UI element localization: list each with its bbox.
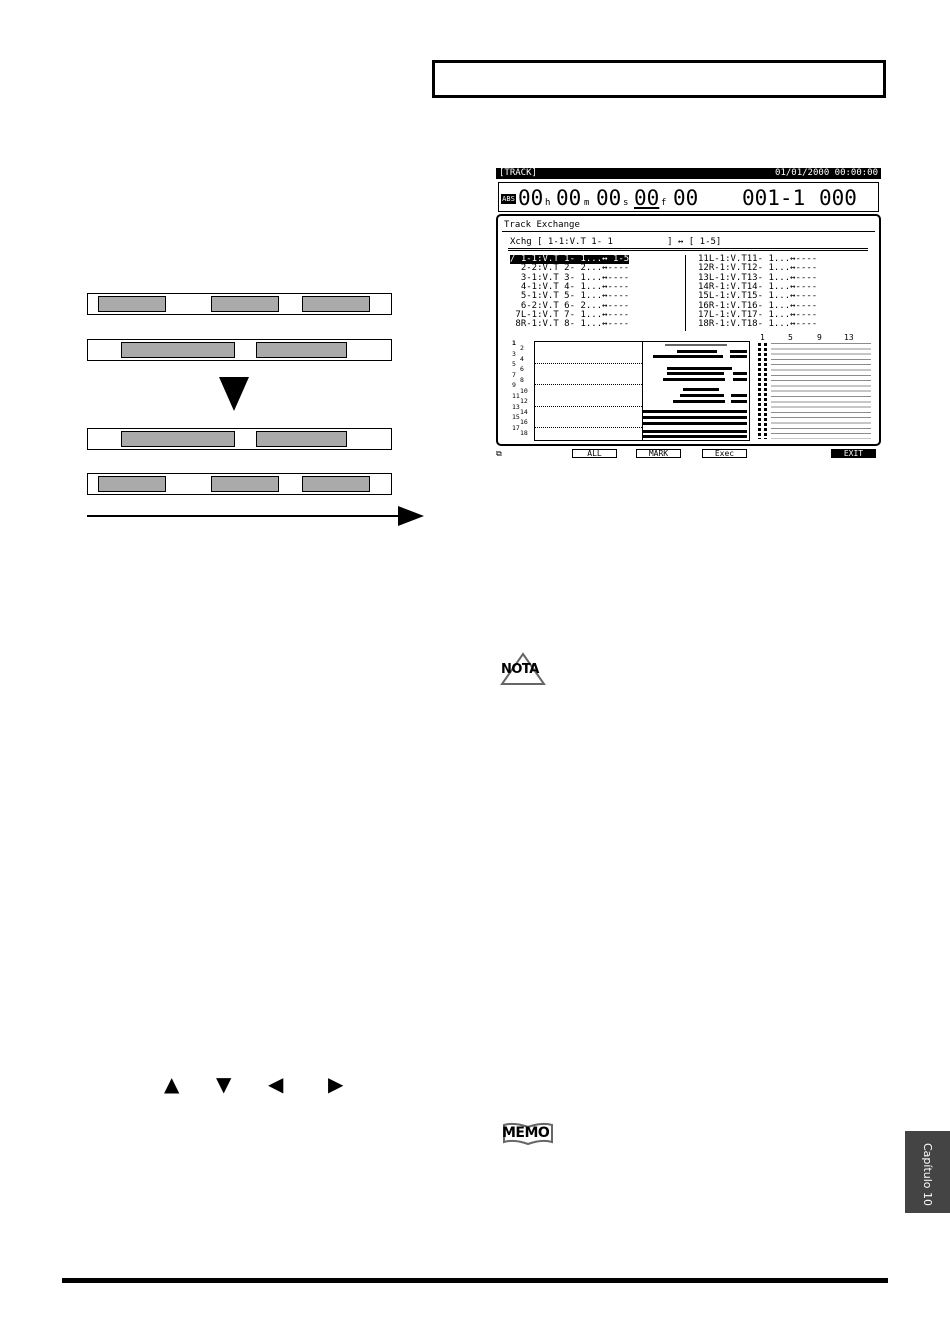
meter-scale-label: 13 [844, 333, 854, 342]
time-axis-line [87, 515, 402, 517]
phrase-bar [643, 430, 747, 433]
chapter-tab [905, 1131, 950, 1213]
phrase-block [121, 342, 235, 358]
track-number: 16 [520, 418, 528, 427]
phrase-bar [733, 378, 747, 381]
phrase-block [121, 431, 235, 447]
up-arrow-icon: ▲ [164, 1072, 180, 1096]
right-arrow-icon: ▶ [328, 1072, 344, 1096]
track-row[interactable]: 2-2:V.T 2- 2...↔---- [510, 263, 630, 274]
lcd-date-time: 01/01/2000 00:00:00 [775, 168, 878, 178]
track-number: 1 [512, 339, 516, 347]
grid-line [535, 427, 642, 428]
phrase-block [256, 342, 347, 358]
track-number: 2 [520, 344, 524, 353]
track-row[interactable]: 8R-1:V.T 8- 1...↔---- [510, 319, 630, 330]
track-number: 12 [520, 397, 528, 406]
track-row[interactable]: 4-1:V.T 4- 1...↔---- [510, 281, 630, 292]
track-number: 15 [512, 413, 520, 422]
phrase-bar [667, 372, 724, 375]
track-number: 14 [520, 407, 528, 416]
lcd-screen [496, 168, 881, 460]
track-row[interactable]: 12R-1:V.T12- 1...↔---- [698, 263, 818, 274]
xchg-selection[interactable]: Xchg [ 1-1:V.T 1- 1 ] ↔ [ 1-5] [510, 237, 722, 247]
track-row-selected[interactable]: / 1-1:V.T 1- 1...↔ 1-5 [510, 254, 630, 264]
lcd-mode-label: [TRACK] [499, 168, 537, 178]
phrase-block [302, 476, 370, 492]
graph-track-numbers [512, 341, 532, 436]
phrase-bar [733, 372, 747, 375]
level-meters [758, 343, 873, 439]
track-bar-after-b [87, 473, 392, 495]
chapter-label: Capítulo 10 [921, 1143, 934, 1207]
track-number: 11 [512, 391, 520, 400]
track-row[interactable]: 15L-1:V.T15- 1...↔---- [698, 291, 818, 302]
time-minutes: 00 [556, 186, 582, 210]
phrase-bar [665, 344, 727, 346]
track-exchange-panel [496, 214, 881, 446]
phrase-bar [653, 355, 723, 358]
phrase-bar [731, 400, 747, 403]
phrase-bar [663, 378, 725, 381]
screen-name: Track Exchange [504, 220, 580, 230]
memo-icon [500, 1122, 556, 1146]
down-arrow-icon [219, 377, 249, 411]
phrase-bar [643, 435, 747, 438]
left-arrow-icon: ◀ [268, 1072, 284, 1096]
abs-badge: ABS [502, 195, 515, 203]
phrase-bar [667, 367, 732, 370]
grid-line [535, 406, 642, 407]
hours-unit: h [545, 198, 551, 208]
time-frames: 00 [634, 186, 660, 210]
right-arrow-icon [398, 506, 424, 526]
time-seconds: 00 [596, 186, 622, 210]
meter-scale-label: 5 [788, 333, 793, 342]
track-row[interactable]: 11L-1:V.T11- 1...↔---- [698, 254, 818, 264]
track-number: 5 [512, 360, 516, 369]
phrase-block [98, 476, 166, 492]
all-button[interactable]: ALL [572, 449, 617, 458]
measure-beat: 001-1 [742, 186, 806, 210]
track-row[interactable]: 5-1:V.T 5- 1...↔---- [510, 291, 630, 302]
track-number: 13 [512, 402, 520, 411]
page-icon: ⧉ [496, 449, 502, 458]
track-row[interactable]: 14R-1:V.T14- 1...↔---- [698, 281, 818, 292]
time-hours: 00 [518, 186, 544, 210]
phrase-graph [534, 341, 750, 441]
phrase-bar [731, 394, 747, 397]
track-number: 8 [520, 376, 524, 385]
phrase-bar [643, 416, 747, 419]
track-bar-before-b [87, 339, 392, 361]
mark-button[interactable]: MARK [636, 449, 681, 458]
exec-button[interactable]: Exec [702, 449, 747, 458]
memo-label: MEMO [502, 1125, 550, 1141]
phrase-bar [677, 350, 717, 353]
meter-scale-label: 1 [760, 333, 765, 342]
playhead-line [642, 342, 643, 440]
column-divider [685, 255, 686, 331]
seconds-unit: s [623, 198, 629, 208]
track-number: 6 [520, 365, 524, 374]
track-row[interactable]: 16R-1:V.T16- 1...↔---- [698, 300, 818, 311]
meter-column [764, 343, 767, 439]
track-row[interactable]: 3-1:V.T 3- 1...↔---- [510, 272, 630, 283]
track-number: 7 [512, 370, 516, 379]
phrase-bar [730, 355, 747, 358]
track-number: 18 [520, 429, 528, 438]
meter-scale-label: 9 [817, 333, 822, 342]
phrase-bar [683, 388, 719, 391]
phrase-bar [680, 394, 724, 397]
tick: 000 [819, 186, 857, 210]
track-row[interactable]: 13L-1:V.T13- 1...↔---- [698, 272, 818, 283]
phrase-bar [673, 400, 725, 403]
track-number: 9 [512, 381, 516, 390]
track-bar-after-a [87, 428, 392, 450]
phrase-block [211, 476, 279, 492]
meter-dashes [771, 343, 871, 439]
section-header-box [432, 60, 886, 98]
track-number: 3 [512, 349, 516, 358]
grid-line [535, 363, 642, 364]
track-row[interactable]: 17L-1:V.T17- 1...↔---- [698, 309, 818, 320]
phrase-bar [643, 410, 747, 413]
grid-line [535, 384, 642, 385]
divider [502, 231, 875, 232]
bottom-rule [62, 1278, 888, 1283]
track-number: 17 [512, 423, 520, 432]
track-row[interactable]: 6-2:V.T 6- 2...↔---- [510, 300, 630, 311]
track-row[interactable]: 7L-1:V.T 7- 1...↔---- [510, 309, 630, 320]
divider [508, 248, 868, 251]
exit-button[interactable]: EXIT [831, 449, 876, 458]
track-number: 10 [520, 386, 528, 395]
down-arrow-icon: ▼ [216, 1072, 232, 1096]
phrase-bar [730, 350, 747, 353]
phrase-block [211, 296, 279, 312]
minutes-unit: m [584, 198, 590, 208]
track-row[interactable]: 18R-1:V.T18- 1...↔---- [698, 319, 818, 330]
lcd-title-bar [496, 168, 881, 179]
meter-column [758, 343, 761, 439]
time-display [498, 182, 879, 212]
phrase-bar [643, 422, 747, 425]
phrase-block [302, 296, 370, 312]
frames-unit: f [661, 198, 667, 208]
track-bar-before-a [87, 293, 392, 315]
phrase-block [98, 296, 166, 312]
nota-label: NOTA [501, 662, 539, 677]
track-number: 4 [520, 354, 524, 363]
phrase-block [256, 431, 347, 447]
nota-icon [500, 652, 546, 686]
time-subframes: 00 [673, 186, 699, 210]
